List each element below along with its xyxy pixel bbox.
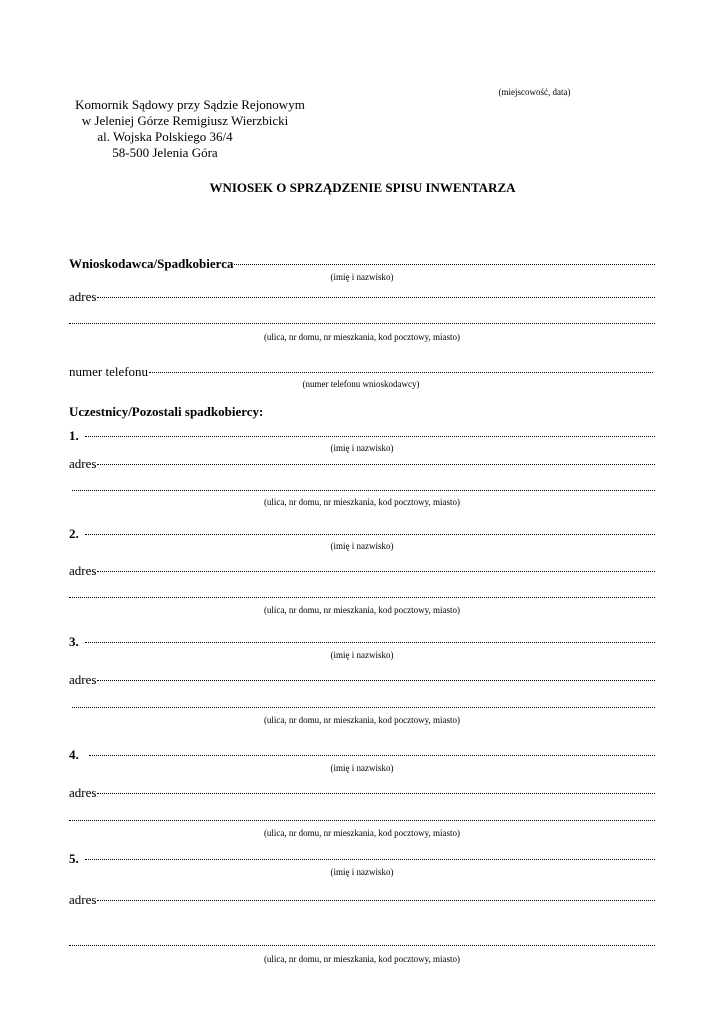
participant-4-address-field-2[interactable]: [69, 812, 655, 828]
participant-1-address-field-2[interactable]: [72, 482, 655, 498]
addressee-line-1: Komornik Sądowy przy Sądzie Rejonowym: [75, 97, 305, 112]
participant-1-address-field[interactable]: [69, 456, 655, 472]
participant-2-address-label: adres: [69, 563, 97, 578]
participant-2-number: 2.: [69, 526, 79, 541]
applicant-label: Wnioskodawca/Spadkobierca: [69, 256, 234, 271]
applicant-name-field[interactable]: [69, 256, 655, 272]
addressee-line-4: 58-500 Jelenia Góra: [112, 145, 218, 160]
applicant-phone-label: numer telefonu: [69, 364, 149, 379]
applicant-name-hint: (imię i nazwisko): [330, 272, 394, 282]
participant-3-name-hint: (imię i nazwisko): [330, 650, 394, 660]
participant-5-address-field[interactable]: [69, 892, 655, 908]
participant-3-address-hint: (ulica, nr domu, nr mieszkania, kod pocztowy, miasto): [263, 715, 461, 725]
participant-4-address-field[interactable]: [69, 785, 655, 801]
participant-5-address-field-2[interactable]: [69, 937, 655, 953]
addressee-line-2: w Jeleniej Górze Remigiusz Wierzbicki: [81, 113, 289, 128]
participant-5-number: 5.: [69, 851, 79, 866]
participant-4-address-label: adres: [69, 785, 97, 800]
participants-heading: Uczestnicy/Pozostali spadkobiercy:: [69, 404, 264, 419]
applicant-address-hint: (ulica, nr domu, nr mieszkania, kod pocztowy, miasto): [263, 332, 461, 342]
participant-2-address-field[interactable]: [69, 563, 655, 579]
participant-3-address-field[interactable]: [69, 672, 655, 688]
participant-2-address-hint: (ulica, nr domu, nr mieszkania, kod pocztowy, miasto): [263, 605, 461, 615]
participant-2-name-hint: (imię i nazwisko): [330, 541, 394, 551]
place-date-hint: (miejscowość, data): [498, 87, 571, 97]
applicant-address-field[interactable]: [69, 289, 655, 305]
participant-5-name-hint: (imię i nazwisko): [330, 867, 394, 877]
applicant-phone-hint: (numer telefonu wnioskodawcy): [302, 379, 420, 389]
addressee-line-3: al. Wojska Polskiego 36/4: [97, 129, 233, 144]
participant-2-address-field-2[interactable]: [69, 589, 655, 605]
participant-4-name-hint: (imię i nazwisko): [330, 763, 394, 773]
participant-1-number: 1.: [69, 428, 79, 443]
place-date-field[interactable]: [451, 72, 618, 86]
participant-5-address-label: adres: [69, 892, 97, 907]
applicant-address-field-2[interactable]: [69, 315, 655, 331]
participant-1-name-field[interactable]: [69, 428, 655, 444]
participant-3-address-field-2[interactable]: [72, 699, 655, 715]
participant-1-name-hint: (imię i nazwisko): [330, 443, 394, 453]
participant-2-name-field[interactable]: [69, 526, 655, 542]
applicant-address-label: adres: [69, 289, 97, 304]
participant-1-address-hint: (ulica, nr domu, nr mieszkania, kod pocztowy, miasto): [263, 497, 461, 507]
applicant-phone-field[interactable]: [69, 364, 653, 380]
participant-4-address-hint: (ulica, nr domu, nr mieszkania, kod pocztowy, miasto): [263, 828, 461, 838]
participant-3-address-label: adres: [69, 672, 97, 687]
participant-3-number: 3.: [69, 634, 79, 649]
participant-3-name-field[interactable]: [69, 634, 655, 650]
participant-4-name-field[interactable]: [69, 747, 655, 763]
document-title: WNIOSEK O SPRZĄDZENIE SPISU INWENTARZA: [209, 180, 516, 195]
participant-1-address-label: adres: [69, 456, 97, 471]
participant-5-address-hint: (ulica, nr domu, nr mieszkania, kod pocztowy, miasto): [263, 954, 461, 964]
participant-5-name-field[interactable]: [69, 851, 655, 867]
participant-4-number: 4.: [69, 747, 79, 762]
